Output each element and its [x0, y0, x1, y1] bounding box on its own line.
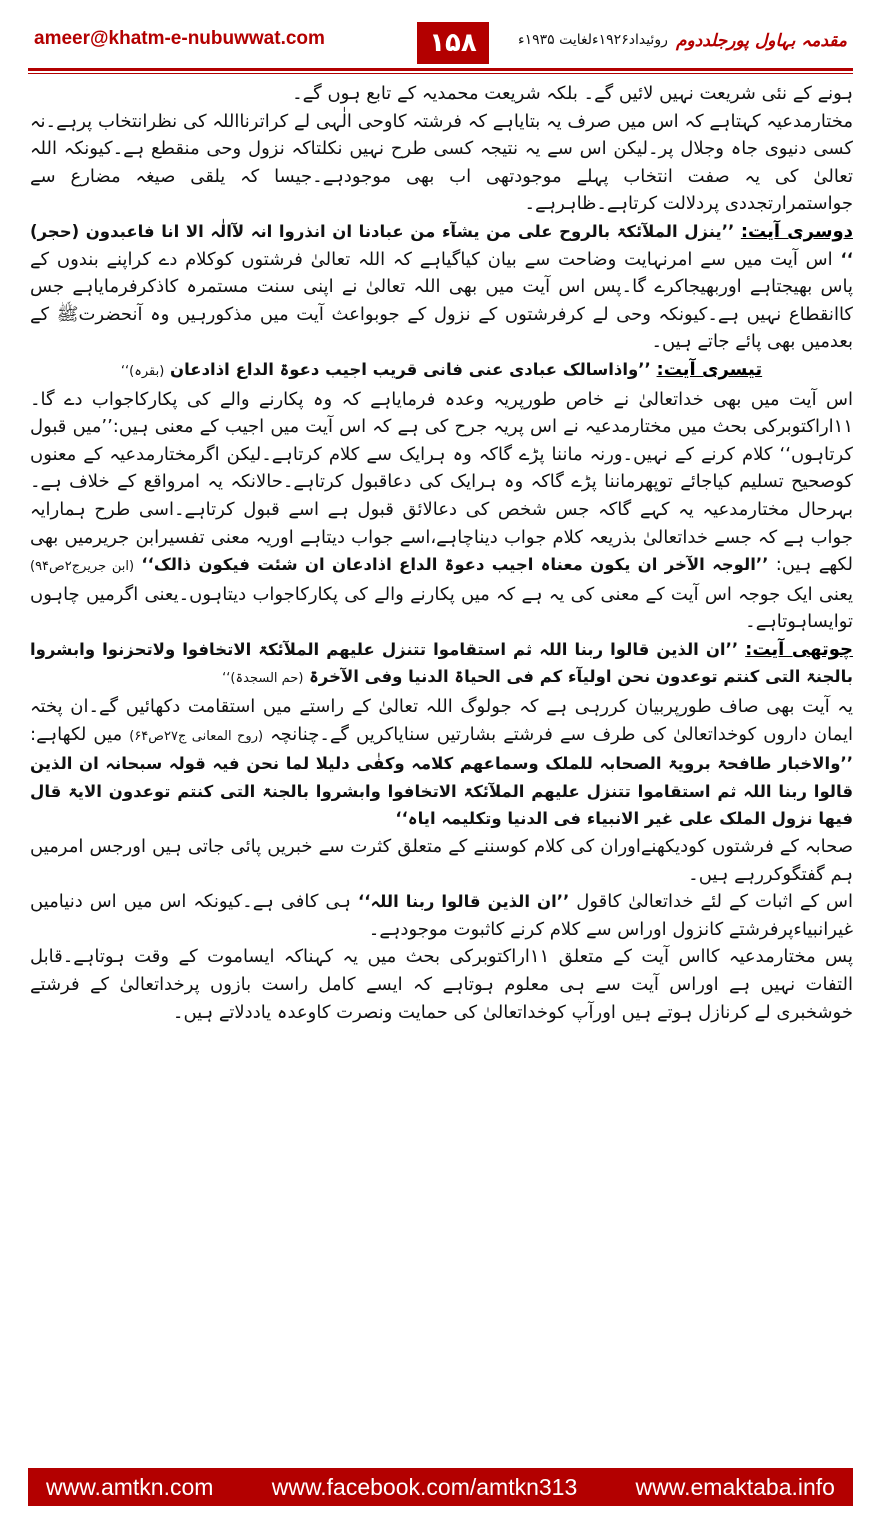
isbat-text: اس کے اثبات کے لئے خداتعالیٰ کاقول: [576, 891, 853, 913]
paragraph: [30, 888, 853, 943]
third-verse-arabic: ’’واذاسالک عبادی عنی فانی قریب اجیب دعوۃ الداع اذادعان: [170, 359, 651, 379]
paragraph: پس مختارمدعیہ کااس آیت کے متعلق ۱۱اراکتوبرکی بحث میں یہ کہناکہ ایساموت کے وقت ہوتاہے۔قابل التفات نہیں ہے اوراس آیت سے ہی معلوم ہوتاہے کہ ایسے کامل راست بازوں پرخداتعالیٰ کے فرشتے خوشخبری لے کرنازل ہوتے ہیں اورآپ کوخداتعالیٰ کی حمایت ونصرت کاوعدہ یاددلاتے ہیں۔: [30, 946, 853, 1023]
page-body: [30, 80, 853, 1460]
third-verse-text-cont: یعنی ایک جوجہ اس آیت کے معنی کی یہ ہے کہ میں پکارنے والے کی پکارکاجواب دیتاہوں۔یعنی اگرمیں چاہوں توایساہوتاہے۔: [30, 583, 853, 633]
fourth-verse-arabic: ’’ان الذین قالوا ربنا اللہ ثم استقاموا تتنزل علیھم الملآئکۃ الاتخافوا ولاتحزنوا وابشروا بالجنۃ التی کنتم توعدون نحن اولیآء کم فی الحیاۃ الدنیا وفی الآخرۃ: [30, 639, 853, 687]
isbat-quote: ’’ان الذین قالوا ربنا اللہ‘‘: [357, 892, 570, 912]
paragraph: مختارمدعیہ کہتاہے کہ اس میں صرف یہ بتایاہے کہ فرشتہ کاوحی الٰہی لے کراترنااللہ کی نظرانتخاب پرہے۔نہ کسی دنیوی جاہ وجلال پر۔لیکن اس سے یہ نتیجہ کسی طرح نہیں نکلتاکہ نزول وحی منقطع ہے۔کیونکہ اللہ تعالیٰ کی یہ صفت انتخاب پہلے موجودتھی اب بھی موجودہے۔جیسا کہ یلقی صیغہ مضارع سے جواستمرارتجددی پردلالت کرتاہے۔ظاہرہے۔: [30, 110, 853, 215]
fourth-verse-text-b: میں لکھاہے:: [30, 723, 123, 745]
fourth-verse-ref: (حم السجدۃ)‘‘: [222, 671, 304, 687]
page-number: ۱۵۸: [417, 22, 489, 64]
third-verse-heading: تیسری آیت:: [656, 358, 763, 380]
second-verse-heading: دوسری آیت:: [740, 220, 853, 242]
ruh-ref: (روح المعانی ج۲۷ص۶۴): [129, 728, 264, 744]
header-divider-thin: [28, 73, 853, 74]
paragraph: [30, 386, 853, 636]
second-verse-arabic: ’’ینزل الملآئکۃ بالروح علی من یشآء من عبادنا ان انذروا انہ لآالٰہ الا انا فاعبدون (حجر) ‘‘: [30, 221, 853, 269]
fourth-verse-heading: چوتھی آیت:: [745, 638, 853, 660]
page-header: [28, 22, 853, 66]
verse-block: [30, 356, 853, 386]
page-footer: [28, 1468, 853, 1506]
tafsir-ref: (ابن جریرج۲ص۹۴): [30, 559, 135, 575]
verse-block: [30, 218, 853, 356]
paragraph: [30, 693, 853, 833]
footer-link-emaktaba[interactable]: www.emaktaba.info: [635, 1473, 835, 1500]
paragraph: صحابہ کے فرشتوں کودیکھنےاوران کی کلام کوسننے کے متعلق کثرت سے خبریں پائی جاتی ہیں اورجس امرمیں ہم گفتگوکررہے ہیں۔: [30, 836, 853, 885]
third-verse-ref: (بقرہ)‘‘: [120, 363, 165, 379]
header-email[interactable]: ameer@khatm-e-nubuwwat.com: [34, 28, 325, 49]
tafsir-quote: ’’الوجہ الآخر ان یکون معناہ اجیب دعوۃ الداع اذادعان ان شئت فیکون ذالک‘‘: [141, 555, 769, 575]
fourth-verse-text: یہ آیت بھی صاف طورپربیان کررہی ہے کہ جولوگ اللہ تعالیٰ کے راستے میں استقامت دکھائیں گے۔ان پختہ ایمان داروں کوخداتعالیٰ کی طرف سے فرشتے بشارتیں سنایاکریں گے۔چنانچہ: [30, 696, 853, 745]
footer-link-facebook[interactable]: www.facebook.com/amtkn313: [271, 1473, 578, 1500]
isbat-text-b: ہی کافی ہے۔کیونکہ اس میں اس دنیامیں غیرانبیاءپرفرشتے کانزول اوراس سے کلام کرنے کاثبوت موجودہے۔: [30, 891, 853, 940]
header-meta: روئیداد۱۹۲۶ءلغایت ۱۹۳۵ء: [518, 32, 668, 48]
ruh-quote: ’’والاخبار طافحۃ برویۃ الصحابہ للملک وسماعھم کلامہ وکفٰی دلیلا لما نحن فیہ قولہ سبحانہ ان الذین قالوا ربنا اللہ ثم استقاموا تتنزل علیھم الملآئکۃ الاتخافوا وابشروا بالجنۃ التی کنتم توعدون الایۃ قال فیھا نزول الملک علی غیر الانبیاء فی الدنیا وتکلیمہ ایاہ‘‘: [30, 754, 853, 829]
second-verse-text: اس آیت میں سے امرنہایت وضاحت سے بیان کیاگیاہے کہ اللہ تعالیٰ فرشتوں کوکلام دے کراپنے بندوں کے پاس بھیجتاہے اوربھیجاکرے گا۔پس اس آیت میں بھی اللہ تعالیٰ نے اپنی سنت مستمرہ کاذکرفرمایاہے جس کاانقطاع نہیں ہے۔کیونکہ وحی لے کرفرشتوں کے نزول کے جوبواعث آیت میں مذکورہیں وہ آنحضرتﷺ کے بعدمیں بھی پائے جاتے ہیں۔: [30, 248, 853, 353]
verse-block: [30, 636, 853, 693]
header-divider: [28, 68, 853, 71]
book-title: مقدمہ بہاول پورجلددوم: [675, 31, 847, 51]
third-verse-text: اس آیت میں بھی خداتعالیٰ نے خاص طورپریہ وعدہ فرمایاہے کہ وہ پکارنے والے کی پکارکاجواب دے گا۔۱۱اراکتوبرکی بحث میں مختارمدعیہ نے اس پریہ جرح کی ہے کہ اس آیت میں اجیب کے معنی ہیں:’’میں قبول کرتاہوں‘‘ کلام کرنے کے نہیں۔ورنہ ماننا پڑے گاکہ وہ ہرایک سے کلام کرتاہے۔لیکن اگرمختارمدعیہ کے معنوں کوصحیح تسلیم کیاجائے توپھرماننا پڑے گاکہ وہ ہرایک کی دعاقبول کرتاہے۔حالانکہ یہ امرواقع کے خلاف ہے۔بہرحال مختارمدعیہ یہ کہے گاکہ جس شخص کی دعالائق قبول ہے اسے قبول کرتاہے۔اسی طرح ہمارایہ جواب ہے کہ جسے خداتعالیٰ بذریعہ کلام جواب دیناچاہے،اسے جواب دیتاہے اوریہ معنی تفسیرابن جریرمیں بھی لکھے ہیں:: [30, 388, 853, 576]
paragraph: ہونے کے نئی شریعت نہیں لائیں گے۔ بلکہ شریعت محمدیہ کے تابع ہوں گے۔: [292, 83, 853, 104]
footer-link-amtkn[interactable]: www.amtkn.com: [46, 1473, 214, 1500]
